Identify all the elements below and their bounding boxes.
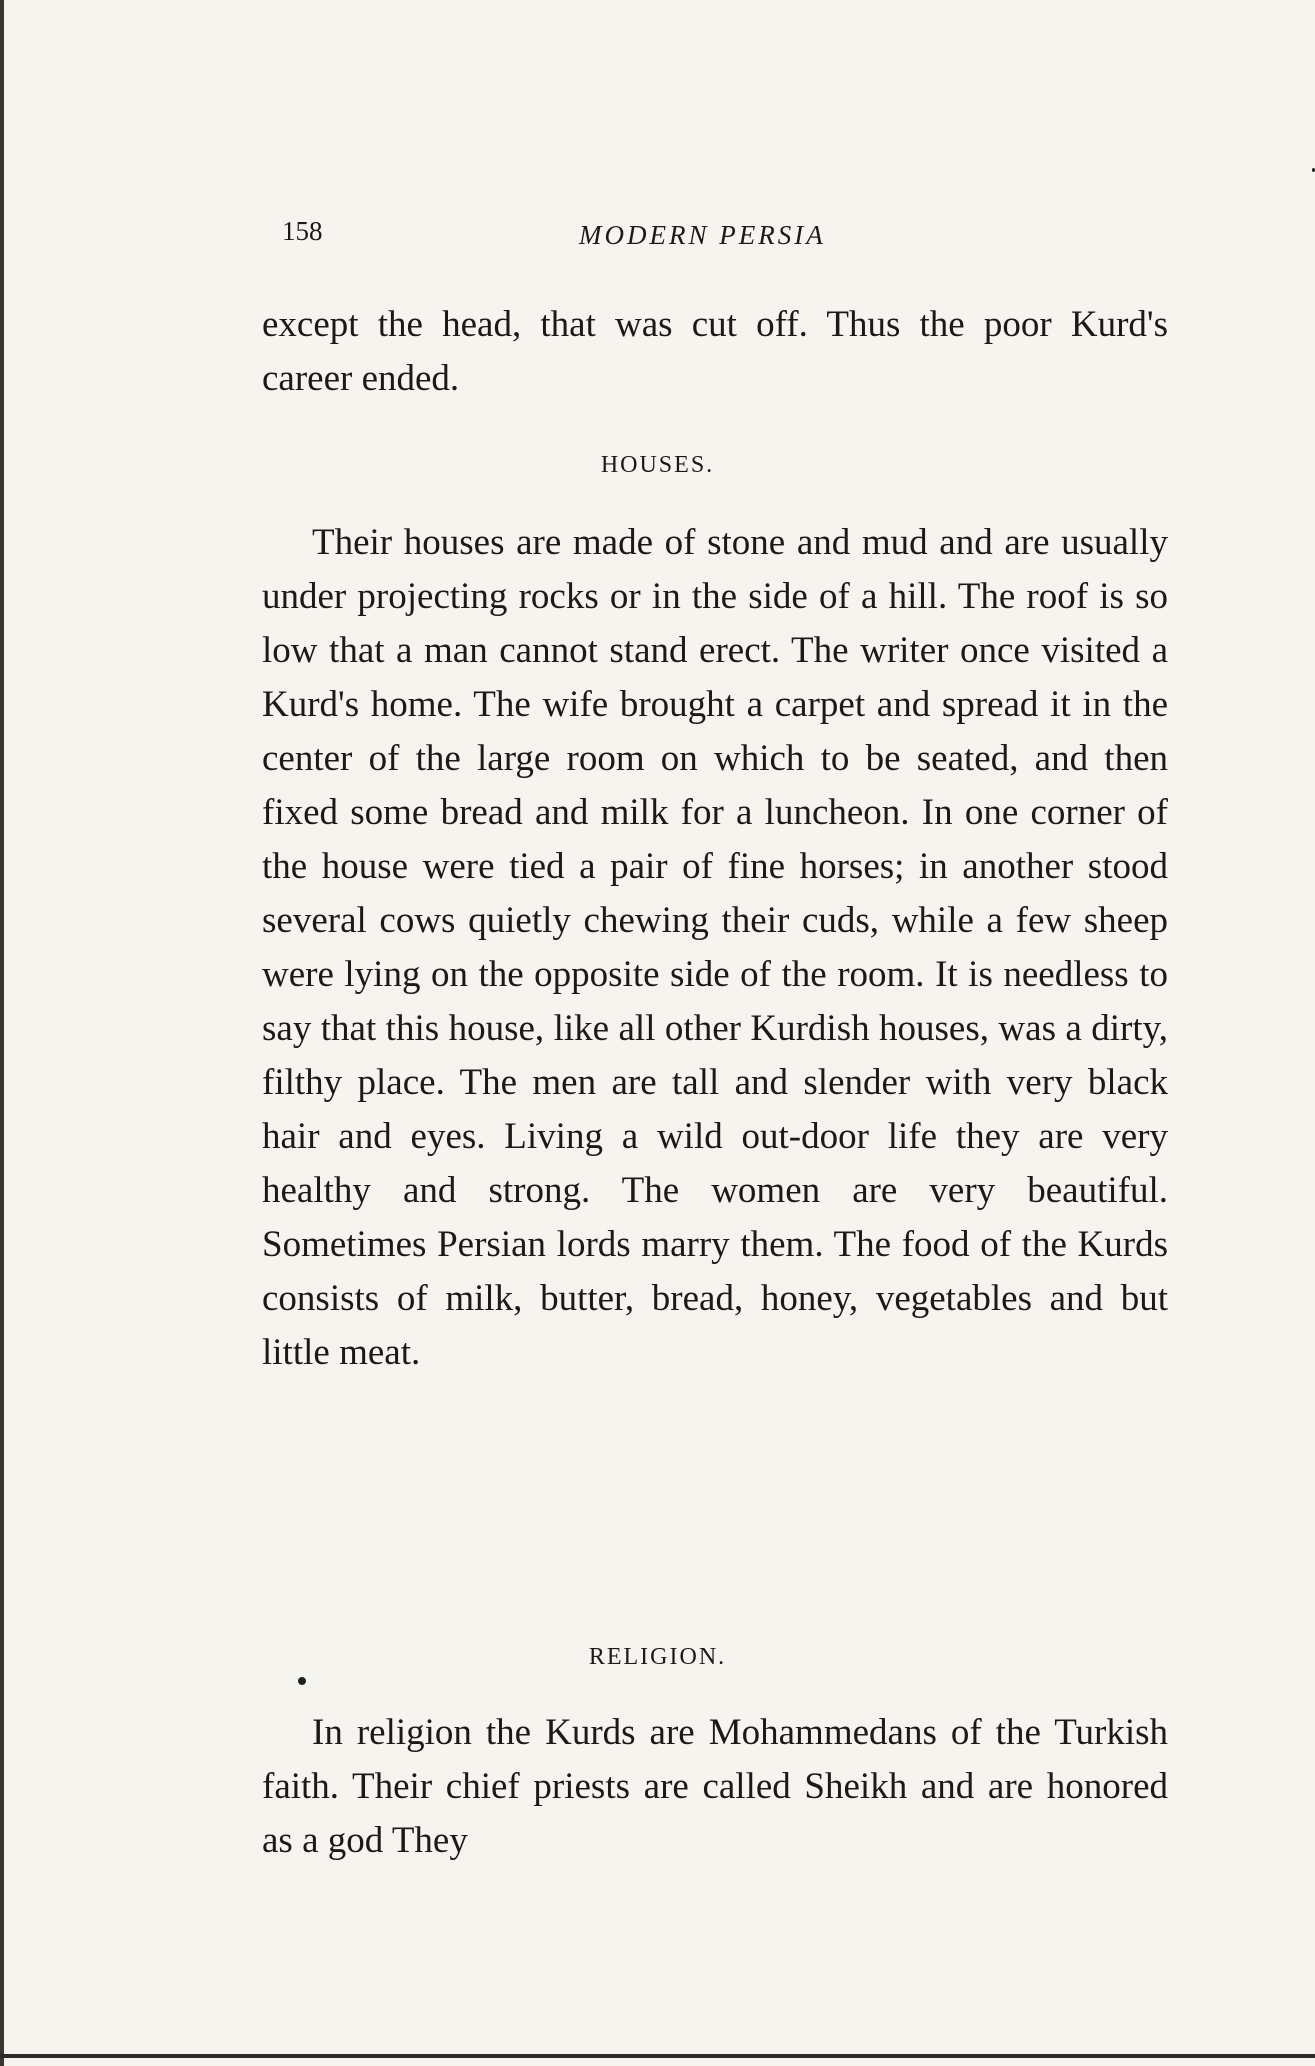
page-bottom-edge: [0, 2054, 1315, 2058]
page-number: 158: [282, 216, 323, 246]
continuation-paragraph: except the head, that was cut off. Thus the poor Kurd's career ended.: [262, 304, 1168, 399]
continuation-text: [262, 298, 1168, 406]
running-title: MODERN PERSIA: [579, 220, 826, 250]
houses-paragraph: Their houses are made of stone and mud and are usually under projecting rocks or in the side of a hill. The roof is so low that a man cannot stand erect. The writer once visited a Kurd's home. The wife brought a carpet and spread it in the center of the large room on which to be seated, and then fixed some bread and milk for a luncheon. In one corner of the house were tied a pair of fine horses; in another stood several cows quietly chewing their cuds, while a few sheep were lying on the opposite side of the room. It is needless to say that this house, like all other Kurdish houses, was a dirty, filthy place. The men are tall and slender with very black hair and eyes. Living a wild out-door life they are very healthy and strong. The women are very beautiful. Sometimes Persian lords marry them. The food of the Kurds consists of milk, butter, bread, honey, vegetables and but little meat.: [262, 522, 1168, 1373]
houses-text: [262, 516, 1168, 1380]
page-header: [282, 216, 1182, 256]
religion-text: [262, 1706, 1168, 1868]
ink-speck: [298, 1677, 306, 1685]
section-heading-houses: HOUSES.: [600, 452, 715, 478]
page-left-edge-shadow: [0, 0, 4, 2066]
religion-paragraph: In religion the Kurds are Mohammedans of the Turkish faith. Their chief priests are called Sheikh and are honored as a god They: [262, 1712, 1168, 1861]
section-heading-religion: RELIGION.: [588, 1644, 727, 1670]
